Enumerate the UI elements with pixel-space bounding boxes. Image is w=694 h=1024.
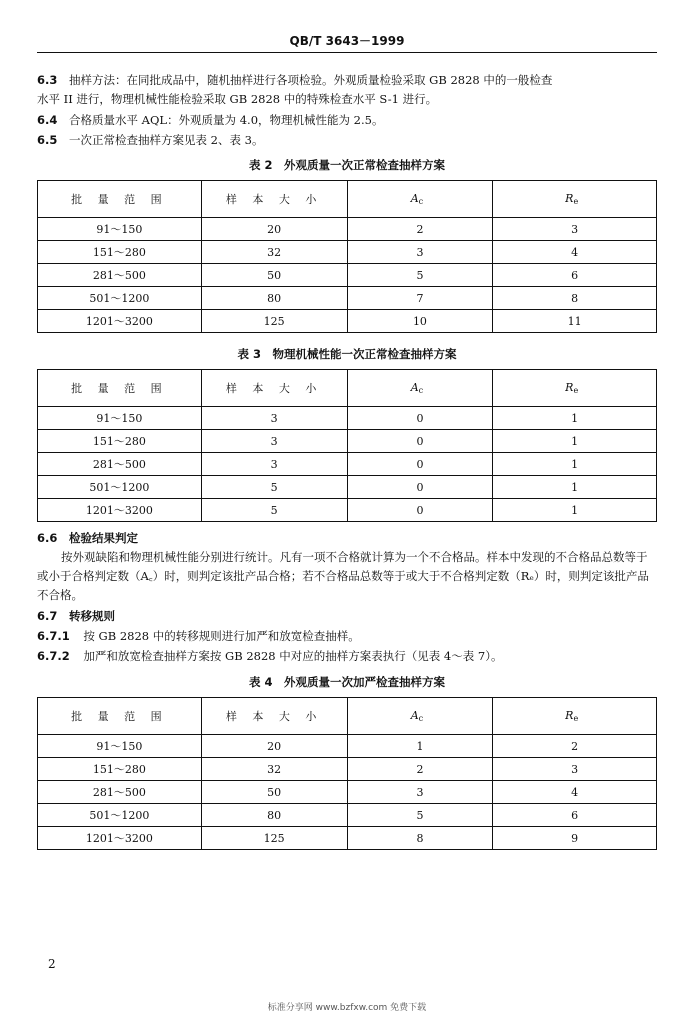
section-6-7-1 <box>37 627 360 646</box>
section-6-3 <box>37 71 552 90</box>
header-batch-range: 批 量 范 围 <box>38 698 202 735</box>
page-number: 2 <box>48 957 56 971</box>
section-6-7-heading <box>37 607 115 626</box>
section-number: 6.5 <box>37 133 58 147</box>
section-number: 6.7 <box>37 609 58 623</box>
table-header-row <box>38 698 657 735</box>
header-sample-size: 样 本 大 小 <box>201 698 347 735</box>
table-3-caption: 表 3 物理机械性能一次正常检查抽样方案 <box>237 347 457 361</box>
table-3 <box>37 369 657 522</box>
table-2-caption: 表 2 外观质量一次正常检查抽样方案 <box>248 158 445 172</box>
table-row: 1201～3200 5 0 1 <box>38 499 657 522</box>
table-row: 151～280 3 0 1 <box>38 430 657 453</box>
table-4 <box>37 697 657 850</box>
header-sample-size: 样 本 大 小 <box>201 370 347 407</box>
table-row: 501～1200 5 0 1 <box>38 476 657 499</box>
header-re: $R_e$ <box>493 181 657 218</box>
table-row: 501～1200 80 5 6 <box>38 804 657 827</box>
watermark-footer: 标准分享网 www.bzfxw.com 免费下载 <box>267 1003 427 1013</box>
section-text: ：在同批成品中，随机抽样进行各项检验。外观质量检验采取 GB 2828 中的一般检查 <box>115 73 553 87</box>
table-2 <box>37 180 657 333</box>
table-row: 1201～3200 125 8 9 <box>38 827 657 850</box>
header-re: $R_e$ <box>493 698 657 735</box>
table-row: 501～1200 80 7 8 <box>38 287 657 310</box>
header-ac: $A_c$ <box>347 181 493 218</box>
section-title: 转移规则 <box>69 609 116 623</box>
section-text: ：外观质量为 4.0，物理机械性能为 2.5。 <box>167 113 384 127</box>
section-title: 检验结果判定 <box>69 531 139 545</box>
header-batch-range: 批 量 范 围 <box>38 370 202 407</box>
section-number: 6.7.1 <box>37 629 70 643</box>
section-6-6-heading <box>37 529 138 548</box>
header-batch-range: 批 量 范 围 <box>38 181 202 218</box>
table-row: 151～280 32 3 4 <box>38 241 657 264</box>
section-text: 按 GB 2828 中的转移规则进行加严和放宽检查抽样。 <box>83 629 360 643</box>
table-row: 151～280 32 2 3 <box>38 758 657 781</box>
section-number: 6.4 <box>37 113 58 127</box>
table-row: 91～150 20 2 3 <box>38 218 657 241</box>
section-title: 抽样方法 <box>69 73 116 87</box>
header-ac: $A_c$ <box>347 698 493 735</box>
section-text: 加严和放宽检查抽样方案按 GB 2828 中对应的抽样方案表执行（见表 4～表 7）。 <box>83 649 503 663</box>
section-number: 6.7.2 <box>37 649 70 663</box>
table-row: 281～500 3 0 1 <box>38 453 657 476</box>
section-title: 合格质量水平 AQL <box>69 113 168 127</box>
table-row: 91～150 3 0 1 <box>38 407 657 430</box>
section-text: 一次正常检查抽样方案见表 2、表 3。 <box>69 133 264 147</box>
table-row: 281～500 50 5 6 <box>38 264 657 287</box>
table-header-row <box>38 370 657 407</box>
section-number: 6.3 <box>37 73 58 87</box>
section-6-7-2 <box>37 647 502 666</box>
section-6-5 <box>37 131 263 150</box>
table-row: 281～500 50 3 4 <box>38 781 657 804</box>
header-sample-size: 样 本 大 小 <box>201 181 347 218</box>
table-row: 91～150 20 1 2 <box>38 735 657 758</box>
table-4-caption: 表 4 外观质量一次加严检查抽样方案 <box>248 675 445 689</box>
section-number: 6.6 <box>37 531 58 545</box>
document-header: QB/T 3643－1999 <box>37 32 657 53</box>
header-re: $R_e$ <box>493 370 657 407</box>
section-6-3-continued: 水平 II 进行，物理机械性能检验采取 GB 2828 中的特殊检查水平 S-1 进行。 <box>37 92 438 106</box>
table-row: 1201～3200 125 10 11 <box>38 310 657 333</box>
table-header-row <box>38 181 657 218</box>
section-6-4 <box>37 111 383 130</box>
section-6-6-body: 按外观缺陷和物理机械性能分别进行统计。凡有一项不合格就计算为一个不合格品。样本中发现的不合格品总数等于或小于合格判定数（A꜀）时，则判定该批产品合格；若不合格品总数等于或大于不合格判定数（Rₑ）时，则判定该批产品不合格。 <box>37 550 649 602</box>
header-ac: $A_c$ <box>347 370 493 407</box>
